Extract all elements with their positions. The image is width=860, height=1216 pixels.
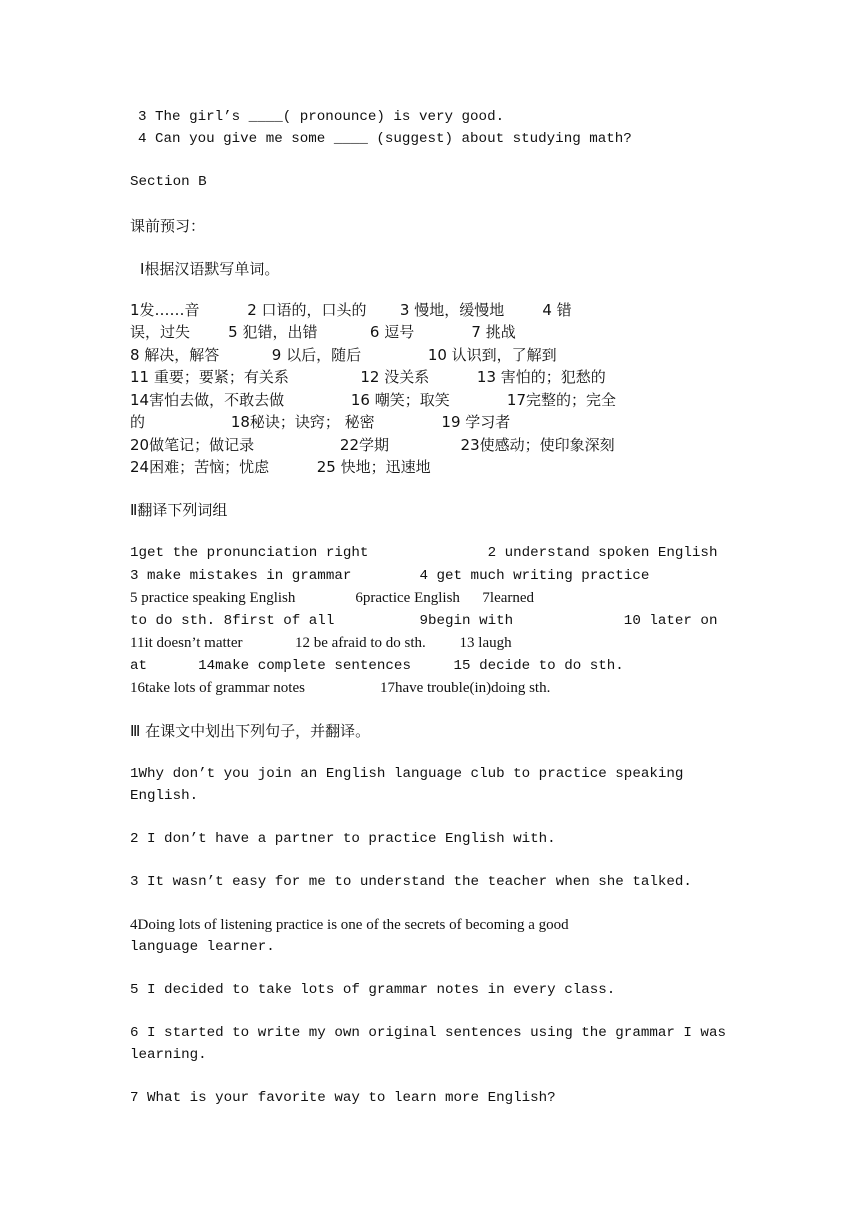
- part2-line: 3 make mistakes in grammar 4 get much writing practice: [130, 568, 650, 584]
- part2-line: 11it doesn’t matter 12 be afraid to do sth. 13 laugh: [130, 635, 512, 651]
- sentence-4-cont: language learner.: [130, 939, 275, 955]
- part2-line: 5 practice speaking English 6practice English 7learned: [130, 590, 535, 606]
- sentence-2: 2 I don’t have a partner to practice English with.: [130, 831, 556, 847]
- sentence-5: 5 I decided to take lots of grammar notes in every class.: [130, 982, 616, 998]
- part2-line: at 14make complete sentences 15 decide to do sth.: [130, 658, 624, 674]
- part1-line: 20做笔记；做记录 22学期 23使感动；使印象深刻: [130, 436, 615, 454]
- part1-line: 8 解决，解答 9 以后，随后 10 认识到，了解到: [130, 346, 557, 364]
- part1-line: 14害怕去做，不敢去做 16 嘲笑；取笑 17完整的；完全: [130, 391, 617, 409]
- part1-line: 24困难；苦恼；忧虑 25 快地；迅速地: [130, 458, 431, 476]
- sentence-3: 3 It wasn’t easy for me to understand the teacher when she talked.: [130, 874, 692, 890]
- part3-heading: Ⅲ 在课文中划出下列句子，并翻译。: [130, 722, 371, 740]
- part1-line: 的 18秘诀；诀窍； 秘密 19 学习者: [130, 413, 511, 431]
- part2-line: to do sth. 8first of all 9begin with 10 later on: [130, 613, 718, 629]
- part2-line: 16take lots of grammar notes 17have trouble(in)doing sth.: [130, 680, 551, 696]
- exercise-item-3: 3 The girl’s ____( pronounce) is very good.: [138, 109, 505, 125]
- sentence-6: 6 I started to write my own original sentences using the grammar I was: [130, 1025, 726, 1041]
- sentence-1-cont: English.: [130, 788, 199, 804]
- section-heading: Section B: [130, 174, 207, 190]
- part1-line: 1发……音 2 口语的，口头的 3 慢地，缓慢地 4 错: [130, 301, 572, 319]
- part1-line: 误，过失 5 犯错，出错 6 逗号 7 挑战: [130, 323, 516, 341]
- preview-heading: 课前预习：: [130, 217, 206, 235]
- sentence-1: 1Why don’t you join an English language club to practice speaking: [130, 766, 684, 782]
- part1-heading: Ⅰ根据汉语默写单词。: [140, 260, 280, 278]
- sentence-4: 4Doing lots of listening practice is one of the secrets of becoming a good: [130, 917, 569, 933]
- sentence-6-cont: learning.: [130, 1047, 207, 1063]
- part2-line: 1get the pronunciation right 2 understand spoken English: [130, 545, 718, 561]
- part2-heading: Ⅱ翻译下列词组: [130, 501, 228, 519]
- part1-line: 11 重要；要紧；有关系 12 没关系 13 害怕的；犯愁的: [130, 368, 606, 386]
- exercise-item-4: 4 Can you give me some ____ (suggest) about studying math?: [138, 131, 632, 147]
- sentence-7: 7 What is your favorite way to learn more English?: [130, 1090, 556, 1106]
